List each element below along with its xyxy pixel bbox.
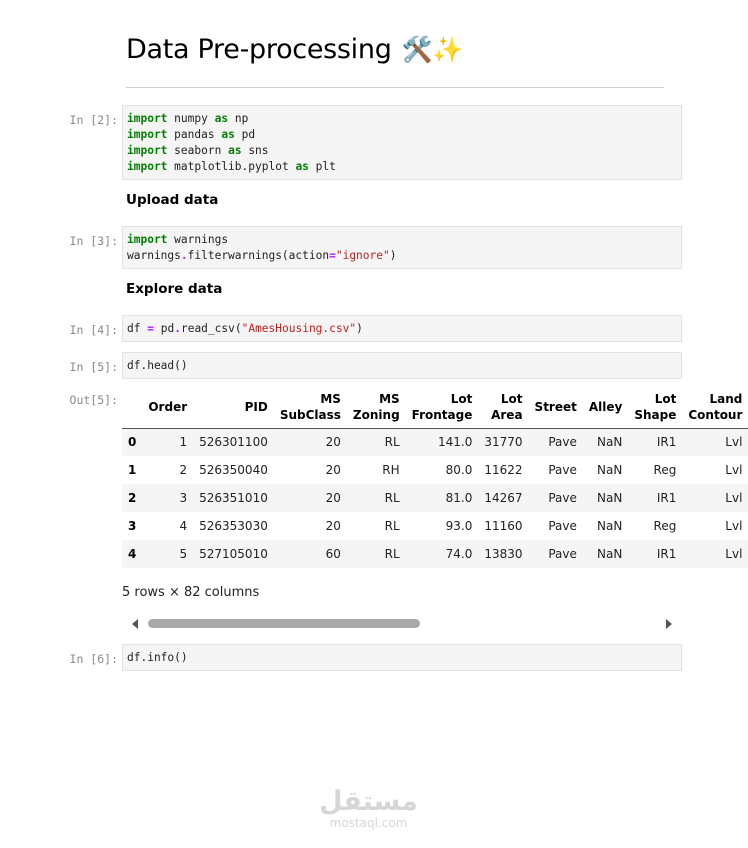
scroll-right-icon[interactable] (666, 619, 672, 629)
code-cell-warnings[interactable]: import warnings warnings.filterwarnings(action="ignore") (122, 226, 682, 269)
cell-prompt: In [3]: (69, 234, 118, 248)
column-header: MS SubClass (274, 387, 347, 428)
column-header: Lot Frontage (406, 387, 479, 428)
markdown-upload-data: Upload data (126, 192, 219, 208)
scroll-left-icon[interactable] (132, 619, 138, 629)
table-row: 3 4 526353030 20 RL 93.0 11160 Pave NaN Reg Lvl (128, 519, 743, 533)
column-header: MS Zoning (347, 387, 406, 428)
column-header: Street (529, 387, 583, 428)
horizontal-scrollbar[interactable] (122, 615, 682, 633)
column-header: Land Contour (682, 387, 748, 428)
tools-sparkles-icon: 🛠️✨ (401, 34, 464, 64)
watermark-logo: مستقل (319, 786, 418, 817)
code-cell-info[interactable]: df.info() (122, 644, 682, 671)
cell-prompt: In [6]: (69, 652, 118, 666)
table-row: 2 3 526351010 20 RL 81.0 14267 Pave NaN IR1 Lvl (122, 484, 748, 512)
code-cell-head[interactable]: df.head() (122, 352, 682, 379)
markdown-explore-data: Explore data (126, 281, 223, 297)
table-row: 0 1 526301100 20 RL 141.0 31770 Pave NaN IR1 Lvl (122, 428, 748, 456)
table-row: 4 5 527105010 60 RL 74.0 13830 Pave NaN IR1 Lvl (122, 540, 748, 568)
cell-prompt: In [4]: (69, 323, 118, 337)
code-cell-read-csv[interactable]: df = pd.read_csv("AmesHousing.csv") (122, 315, 682, 342)
column-header: Lot Area (478, 387, 528, 428)
title-divider (126, 87, 664, 88)
page-title (126, 34, 463, 65)
column-header: Alley (583, 387, 628, 428)
column-header: PID (193, 387, 274, 428)
cell-prompt: In [5]: (69, 360, 118, 374)
dataframe-shape: 5 rows × 82 columns (122, 585, 260, 600)
column-header: Order (142, 387, 193, 428)
watermark-url: mostaql.com (329, 816, 408, 830)
output-prompt: Out[5]: (69, 393, 118, 407)
table-row: 1 2 526350040 20 RH 80.0 11622 Pave NaN Reg Lvl (128, 463, 743, 477)
table-header-row (122, 387, 748, 428)
title-text: Data Pre-processing (126, 34, 392, 65)
cell-prompt: In [2]: (69, 113, 118, 127)
code-cell-imports[interactable]: import numpy as np import pandas as pd import seaborn as sns import matplotlib.pyplot as plt (122, 105, 682, 180)
scrollbar-thumb[interactable] (148, 619, 420, 628)
dataframe-table (122, 387, 748, 568)
column-header: Lot Shape (628, 387, 682, 428)
